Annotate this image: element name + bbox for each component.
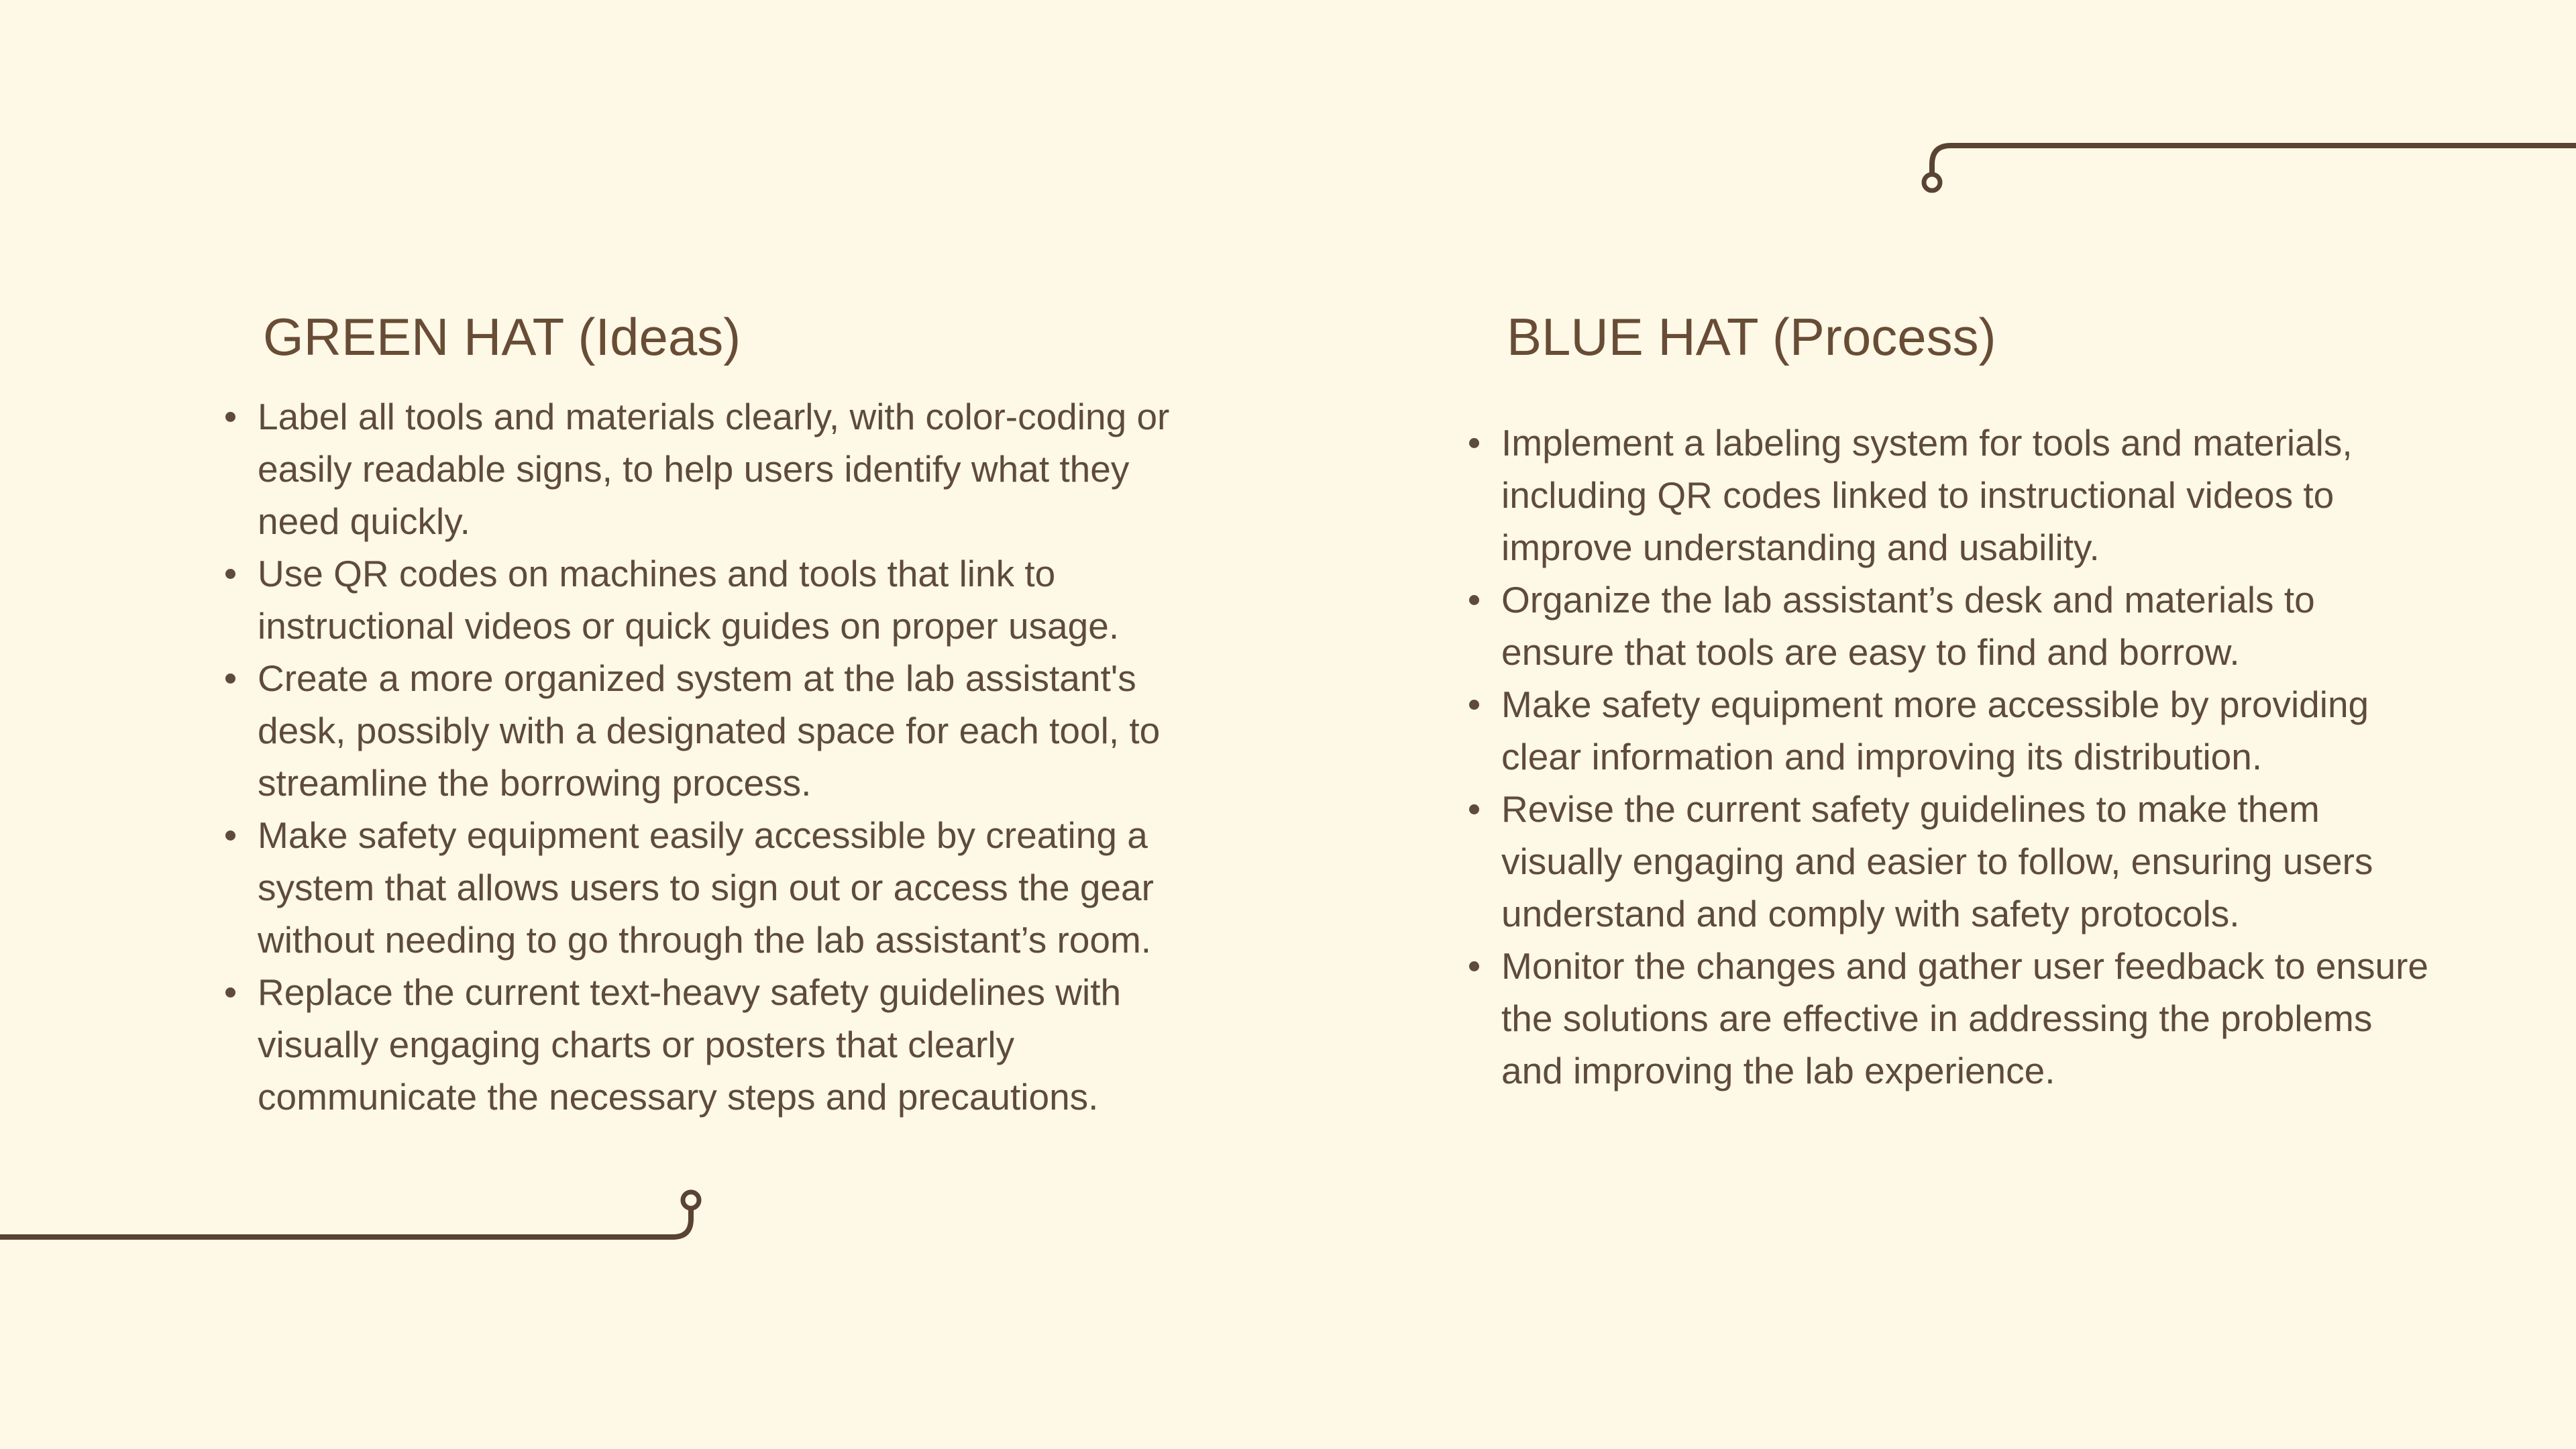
list-item [223,652,1189,809]
bullet-icon [1469,595,1479,605]
list-item [223,547,1189,652]
blue-hat-title: BLUE HAT (Process) [1507,307,1996,366]
list-item [1466,783,2432,940]
bullet-icon [225,569,235,579]
list-item-text: Implement a labeling system for tools and materials, including QR codes linked to instructional videos to improve understanding and usability. [1501,422,2353,568]
green-hat-list [223,390,1189,1123]
green-hat-section [223,303,1189,1123]
bullet-icon [1469,804,1479,814]
bullet-icon [1469,700,1479,710]
bullet-icon [1469,438,1479,448]
green-hat-title: GREEN HAT (Ideas) [263,307,741,366]
bullet-icon [225,412,235,422]
list-item [223,966,1189,1123]
list-item [1466,417,2432,574]
bullet-icon [225,830,235,841]
list-item-text: Make safety equipment more accessible by providing clear information and improving its distribution. [1501,684,2369,777]
list-item-text: Revise the current safety guidelines to make them visually engaging and easier to follow, ensuring users understand and comply with safety protocols. [1501,788,2373,934]
list-item-text: Use QR codes on machines and tools that link to instructional videos or quick guides on proper usage. [258,553,1120,647]
list-item-text: Replace the current text-heavy safety guidelines with visually engaging charts or posters that clearly communicate the necessary steps and precautions. [258,971,1122,1118]
blue-hat-list [1466,417,2432,1097]
list-item [223,390,1189,547]
list-item-text: Label all tools and materials clearly, with color-coding or easily readable signs, to help users identify what they need quickly. [258,396,1170,542]
list-item [1466,574,2432,678]
list-item-text: Organize the lab assistant’s desk and materials to ensure that tools are easy to find and borrow. [1501,579,2315,673]
top-right-connector-line [1932,146,2576,173]
bottom-left-connector-line [0,1210,691,1237]
bottom-left-connector-node [683,1192,699,1208]
bullet-icon [225,674,235,684]
list-item [1466,940,2432,1097]
blue-hat-section [1466,303,2432,1097]
bullet-icon [225,987,235,998]
list-item-text: Create a more organized system at the lab assistant's desk, possibly with a designated space for each tool, to streamline the borrowing process. [258,657,1161,804]
list-item [1466,678,2432,783]
bullet-icon [1469,961,1479,971]
list-item [223,809,1189,966]
top-right-connector-node [1924,174,1940,191]
list-item-text: Monitor the changes and gather user feedback to ensure the solutions are effective in addressing the problems and improving the lab experience. [1501,945,2429,1091]
list-item-text: Make safety equipment easily accessible by creating a system that allows users to sign out or access the gear without needing to go through the lab assistant’s room. [258,814,1154,961]
